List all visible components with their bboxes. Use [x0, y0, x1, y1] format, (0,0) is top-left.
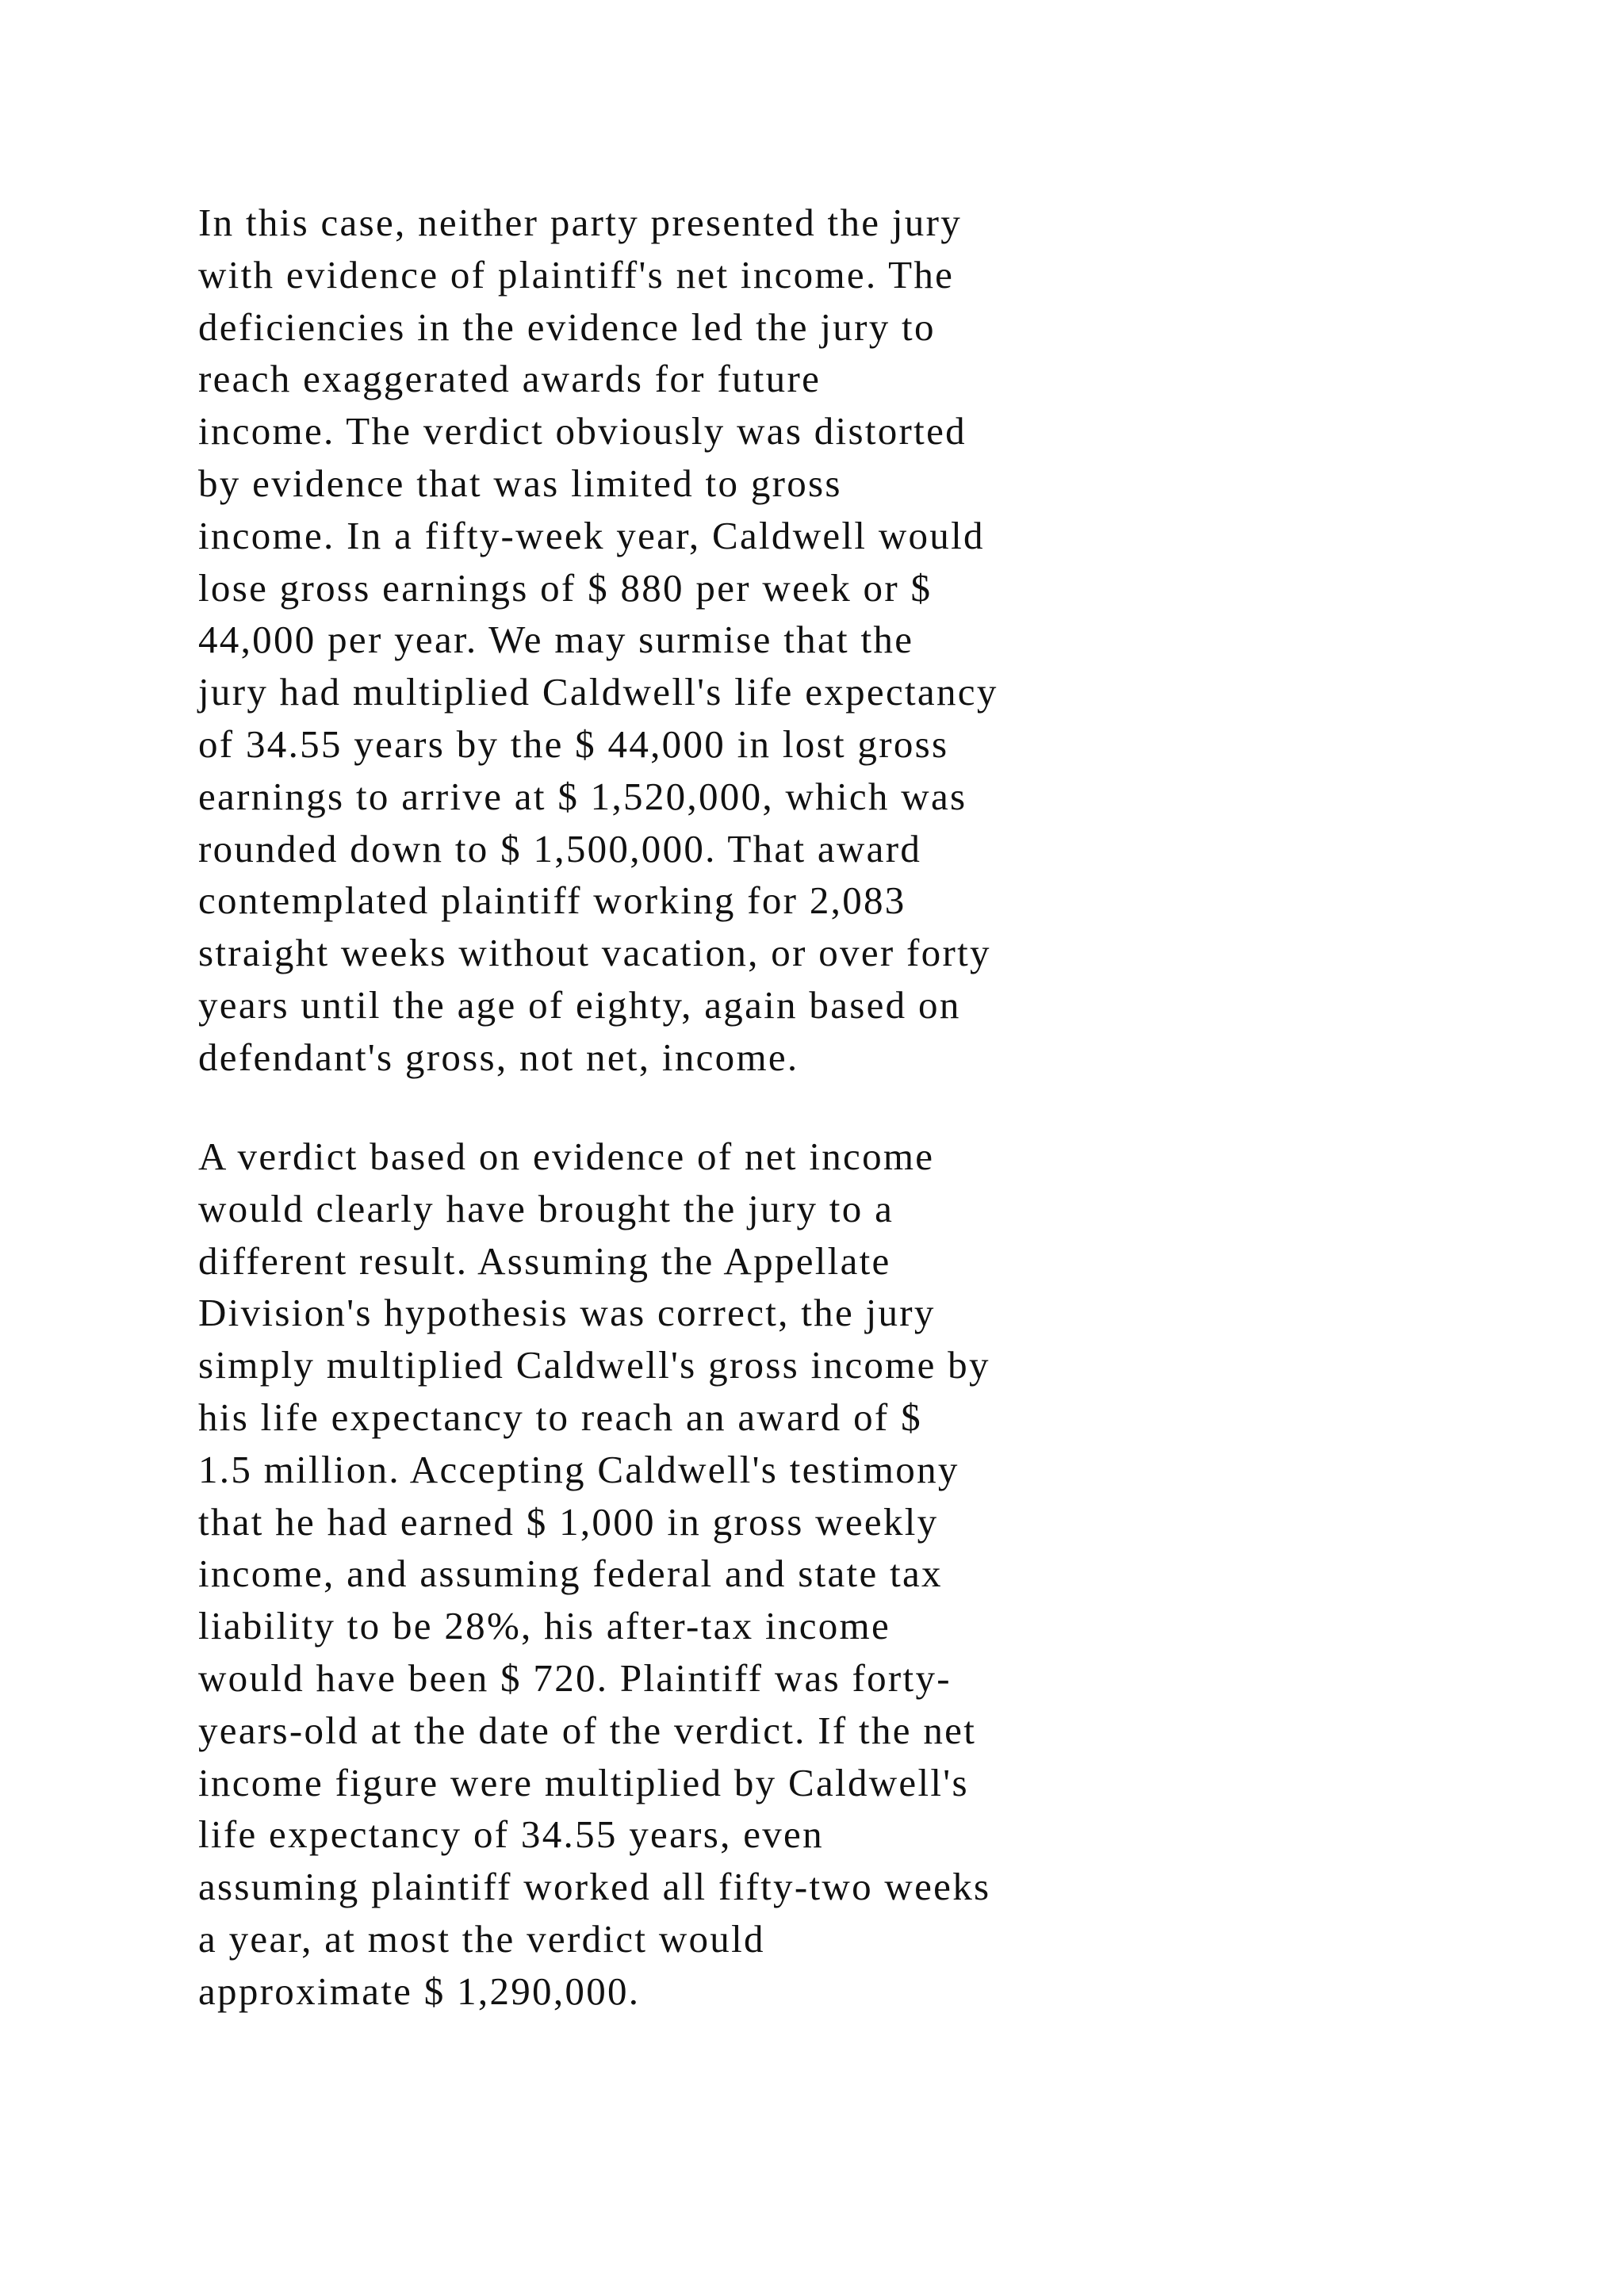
text-line: a year, at most the verdict would: [198, 1916, 765, 1961]
text-line: of 34.55 years by the $ 44,000 in lost gross: [198, 721, 949, 766]
text-line: that he had earned $ 1,000 in gross weekly: [198, 1499, 939, 1544]
text-line: would clearly have brought the jury to a: [198, 1186, 894, 1230]
text-line: straight weeks without vacation, or over forty: [198, 931, 991, 975]
text-line: reach exaggerated awards for future: [198, 357, 822, 401]
text-line: lose gross earnings of $ 880 per week or $: [198, 565, 933, 610]
text-line: different result. Assuming the Appellate: [198, 1238, 891, 1283]
text-line: defendant's gross, not net, income.: [198, 1035, 799, 1079]
text-line: with evidence of plaintiff's net income. The: [198, 252, 955, 297]
text-line: income figure were multiplied by Caldwell's: [198, 1760, 969, 1804]
text-line: his life expectancy to reach an award of $: [198, 1395, 922, 1439]
text-line: income. In a fifty-week year, Caldwell would: [198, 513, 985, 557]
text-line: jury had multiplied Caldwell's life expectancy: [198, 670, 998, 714]
text-line: contemplated plaintiff working for 2,083: [198, 878, 906, 923]
paragraph-1: [198, 197, 998, 1084]
text-line: Division's hypothesis was correct, the jury: [198, 1291, 936, 1335]
text-line: 44,000 per year. We may surmise that the: [198, 618, 914, 662]
text-line: 1.5 million. Accepting Caldwell's testimony: [198, 1447, 959, 1491]
text-line: years until the age of eighty, again based on: [198, 982, 961, 1027]
text-line: by evidence that was limited to gross: [198, 461, 842, 505]
text-line: income, and assuming federal and state tax: [198, 1552, 943, 1596]
text-line: years-old at the date of the verdict. If the net: [198, 1708, 977, 1752]
text-line: life expectancy of 34.55 years, even: [198, 1812, 824, 1857]
text-line: simply multiplied Caldwell's gross income by: [198, 1343, 990, 1387]
text-line: A verdict based on evidence of net income: [198, 1135, 935, 1178]
text-line: In this case, neither party presented the jury: [198, 201, 962, 244]
text-line: approximate $ 1,290,000.: [198, 1969, 641, 2013]
text-line: deficiencies in the evidence led the jury to: [198, 304, 936, 349]
text-line: liability to be 28%, his after-tax income: [198, 1604, 891, 1648]
text-line: would have been $ 720. Plaintiff was forty-: [198, 1655, 952, 1700]
paragraph-2: [198, 1131, 990, 2018]
text-line: income. The verdict obviously was distorted: [198, 409, 967, 453]
text-line: assuming plaintiff worked all fifty-two weeks: [198, 1865, 991, 1909]
text-line: rounded down to $ 1,500,000. That award: [198, 826, 922, 871]
text-line: earnings to arrive at $ 1,520,000, which was: [198, 774, 967, 818]
